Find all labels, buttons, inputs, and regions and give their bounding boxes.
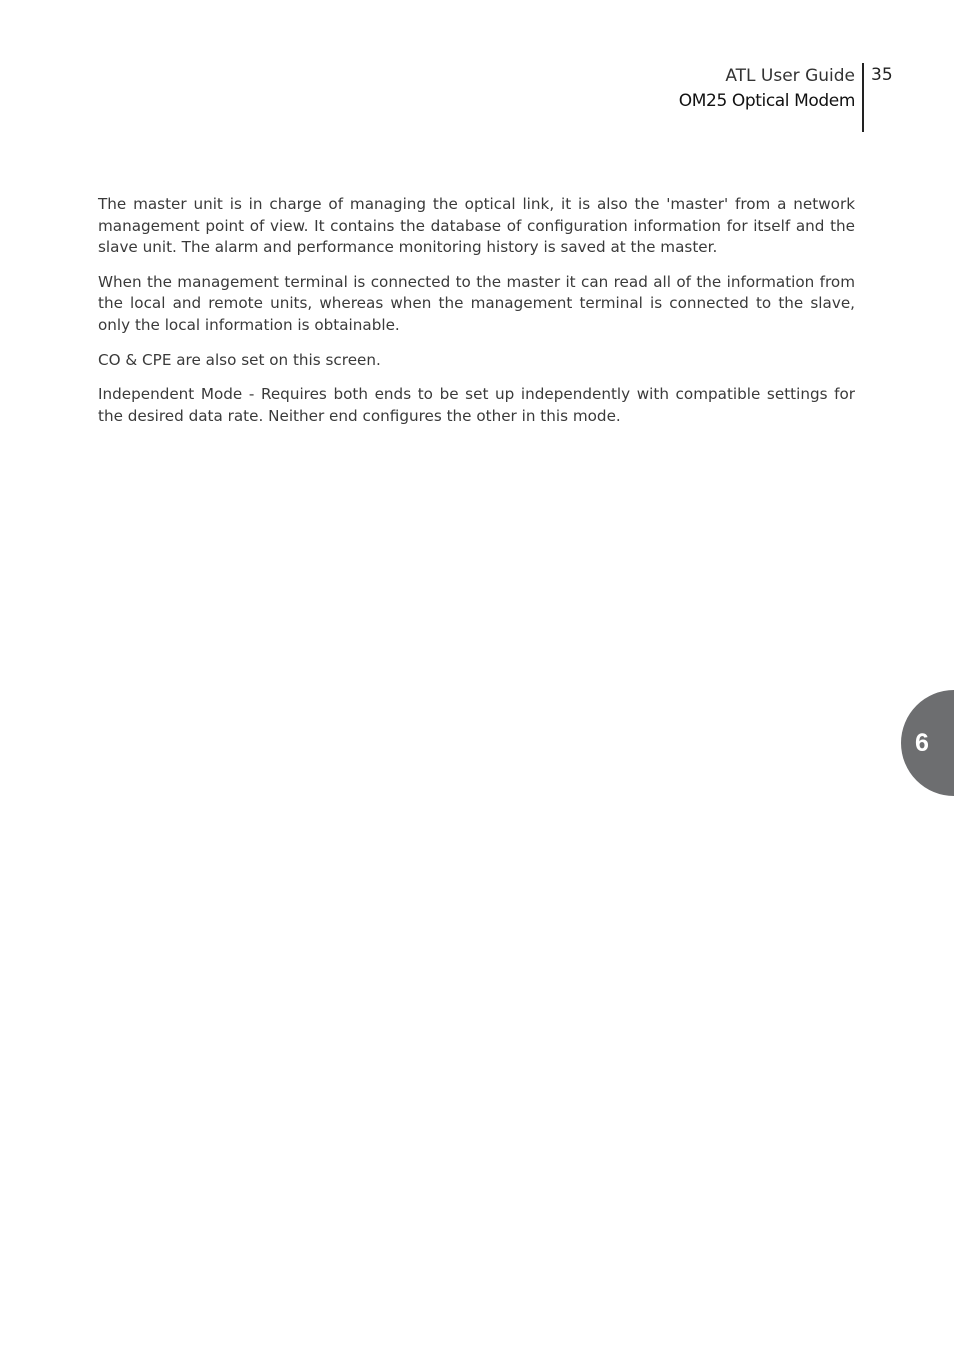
paragraph-co-cpe: CO & CPE are also set on this screen. xyxy=(98,350,381,369)
body-text xyxy=(98,194,855,440)
guide-title: ATL User Guide xyxy=(725,66,855,86)
product-title: OM25 Optical Modem xyxy=(678,91,855,111)
running-header xyxy=(679,64,855,115)
page-number: 35 xyxy=(871,65,893,85)
paragraph-master-unit: The master unit is in charge of managing the optical link, it is also the 'master' from a network management point of view. It contains the database of configuration information for itself and the slave unit. The alarm and performance monitoring history is saved at the master. xyxy=(98,195,855,257)
paragraph-management-terminal: When the management terminal is connected to the master it can read all of the information from the local and remote units, whereas when the management terminal is connected to the slave, only the local information is obtainable. xyxy=(98,272,855,334)
header-divider xyxy=(862,63,864,132)
chapter-number: 6 xyxy=(915,729,929,757)
paragraph-independent-mode: Independent Mode - Requires both ends to be set up independently with compatible settings for the desired data rate. Neither end configures the other in this mode. xyxy=(98,385,855,425)
